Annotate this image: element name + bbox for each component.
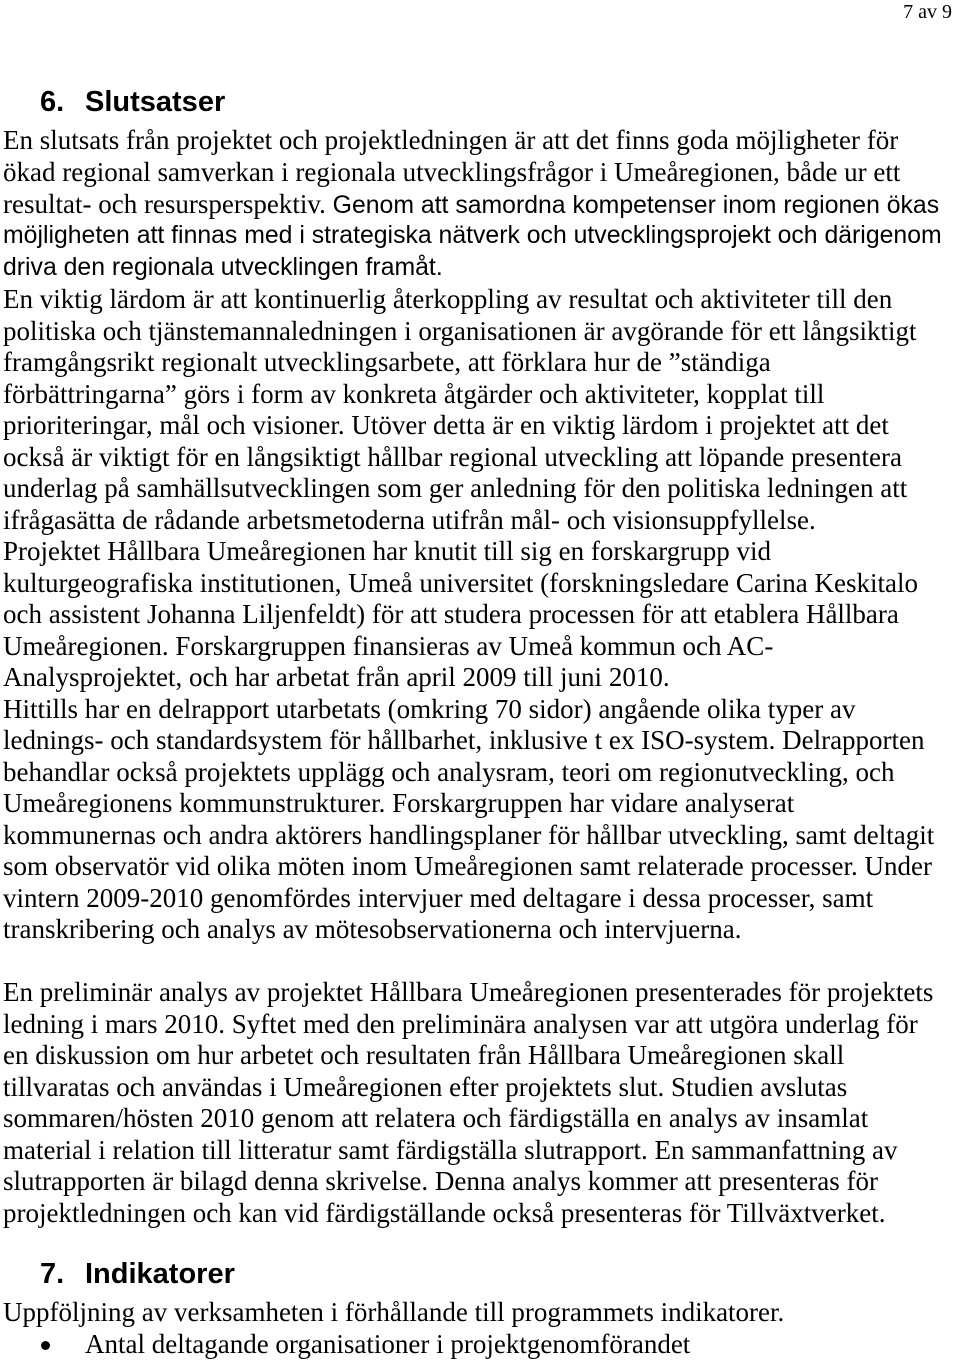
text-line: Hittills har en delrapport utarbetats (omkring 70 sidor) angående olika typer av [3,693,856,724]
text-line: En viktig lärdom är att kontinuerlig återkoppling av resultat och aktiviteter till den [3,284,893,314]
list-item-text: Antal deltagande organisationer i projektgenomförandet [85,1329,691,1359]
text-line: framgångsrikt regionalt utvecklingsarbete, att förklara hur de ”ständiga [3,347,771,377]
text-line [3,220,958,252]
text-line: som observatör vid olika möten inom Umeåregionen samt relaterade processer. Under [3,851,932,881]
text-segment: möjligheten att finnas med i strategiska nätverk och utvecklingsprojekt och därigenom [3,222,942,249]
text-line: En preliminär analys av projektet Hållbara Umeåregionen presenterades för projektets [3,977,934,1007]
text-line: Umeåregionens kommunstrukturer. Forskargruppen har vidare analyserat [3,788,795,818]
section-7-title: Indikatorer [85,1258,235,1290]
text-line: vintern 2009-2010 genomfördes intervjuer med deltagare i dessa processer, samt [3,882,874,913]
text-line [3,156,958,188]
conclusions-intro-paragraph [3,124,958,284]
text-segment: Genom att samordna kompetenser inom regionen ökas [332,192,940,219]
paragraph-research-group [3,536,958,694]
text-line: transkribering och analys av mötesobservationerna och intervjuerna. [3,914,742,944]
paragraph-lessons-learned [3,284,958,536]
text-segment: resultat- och resursperspektiv. [3,189,326,219]
text-line: Analysprojektet, och har arbetat från april 2009 till juni 2010. [3,662,670,692]
text-line: Projektet Hållbara Umeåregionen har knutit till sig en forskargrupp vid [3,536,772,566]
text-line [3,124,958,156]
conclusions-body [3,284,958,1229]
text-line: tillvaratas och användas i Umeåregionen efter projektets slut. Studien avslutas [3,1071,848,1102]
list-item [0,1329,960,1361]
text-line [3,188,958,220]
section-6-number: 6. [40,86,65,118]
text-line: förbättringarna” görs i form av konkreta åtgärder och aktiviteter, kopplat till [3,378,825,409]
section-6-heading [40,85,225,119]
text-line: Umeåregionen. Forskargruppen finansieras av Umeå kommun och AC- [3,630,774,661]
section-6-title: Slutsatser [85,86,226,118]
text-line: material i relation till litteratur samt färdigställa slutrapport. En sammanfattning av [3,1134,898,1165]
text-line: kommunernas och andra aktörers handlingsplaner för hållbar utveckling, samt deltagit [3,819,935,850]
section-7-number: 7. [40,1258,65,1290]
text-segment: En slutsats från projektet och projektledningen är att det finns goda möjligheter för [3,125,899,155]
text-segment: ökad regional samverkan i regionala utvecklingsfrågor i Umeåregionen, både ur ett [3,157,901,187]
text-segment: driva den regionala utvecklingen framåt. [3,254,443,281]
text-line: lednings- och standardsystem för hållbarhet, inklusive t ex ISO-system. Delrapporten [3,725,925,755]
text-line: ifrågasätta de rådande arbetsmetoderna utifrån mål- och visionsuppfyllelse. [3,504,816,535]
indicators-intro: Uppföljning av verksamheten i förhållande till programmets indikatorer. [3,1297,785,1327]
text-line: också är viktigt för en långsiktigt hållbar regional utveckling att löpande presentera [3,441,902,472]
text-line: projektledningen och kan vid färdigställande också presenteras för Tillväxtverket. [3,1197,886,1228]
text-line: och assistent Johanna Liljenfeldt) för att studera processen för att etablera Hållbara [3,599,899,629]
page-number: 7 av 9 [903,1,952,23]
paragraph-interim-report [3,694,958,946]
text-line: slutrapporten är bilagd denna skrivelse. Denna analys kommer att presenteras för [3,1166,878,1196]
bullet-icon [41,1341,50,1350]
text-line: en diskussion om hur arbetet och resultaten från Hållbara Umeåregionen skall [3,1040,845,1070]
section-7-heading [40,1257,235,1291]
text-line: prioriteringar, mål och visioner. Utöver detta är en viktig lärdom i projektet att det [3,410,889,440]
paragraph-preliminary-analysis [3,977,958,1229]
text-line: ledning i mars 2010. Syftet med den preliminära analysen var att utgöra underlag för [3,1008,918,1039]
text-line: behandlar också projektets upplägg och analysram, teori om regionutveckling, och [3,756,895,787]
text-line: underlag på samhällsutvecklingen som ger anledning för den politiska ledningen att [3,473,908,503]
text-line: kulturgeografiska institutionen, Umeå universitet (forskningsledare Carina Keskitalo [3,567,919,598]
text-line: politiska och tjänstemannaledningen i organisationen är avgörande för ett långsiktigt [3,315,917,346]
text-line: sommaren/hösten 2010 genom att relatera och färdigställa en analys av insamlat [3,1103,869,1133]
text-line [3,252,958,284]
